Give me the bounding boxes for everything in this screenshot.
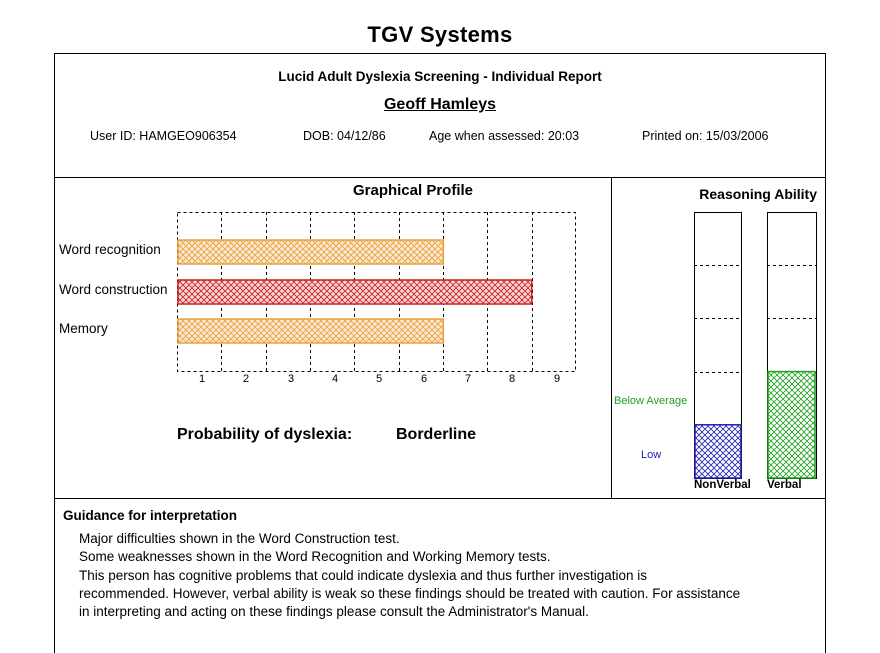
guidance-line-2: Some weaknesses shown in the Word Recognition and Working Memory tests. (79, 549, 551, 564)
row-label-word-construction: Word construction (59, 282, 168, 297)
guidance-line-5: in interpreting and acting on these findings please consult the Administrator's Manual. (79, 604, 589, 619)
guidance-title: Guidance for interpretation (63, 508, 238, 523)
tick-label-7: 7 (464, 373, 472, 385)
reasoning-bar-nonverbal (695, 425, 741, 478)
guidance-line-3: This person has cognitive problems that could indicate dyslexia and thus further investigation is (79, 568, 648, 583)
bar-label-nonverbal: NonVerbal (694, 479, 751, 491)
bar-label-verbal: Verbal (767, 479, 802, 491)
probability-value: Borderline (396, 426, 477, 443)
tick-label-8: 8 (508, 373, 516, 385)
company-title: TGV Systems (367, 22, 513, 47)
reasoning-ability-title-text: Reasoning Ability (699, 186, 817, 202)
tick-label-4: 4 (331, 373, 339, 385)
level-label-below-average: Below Average (614, 395, 688, 407)
tick-label-5: 5 (375, 373, 383, 385)
user-id: User ID: HAMGEO906354 (90, 129, 237, 143)
printed-on: Printed on: 15/03/2006 (642, 129, 769, 143)
tick-label-1: 1 (198, 373, 206, 385)
profile-bars (178, 240, 532, 343)
profile-bar-memory (178, 319, 443, 343)
reasoning-bars (695, 372, 815, 478)
row-label-word-recognition: Word recognition (59, 242, 161, 257)
profile-bar-word-recognition (178, 240, 443, 264)
reasoning-bar-verbal (768, 372, 815, 478)
tick-label-3: 3 (287, 373, 295, 385)
level-label-low: Low (641, 449, 662, 461)
report-title: Lucid Adult Dyslexia Screening - Individual Report (278, 69, 602, 84)
row-label-memory: Memory (59, 321, 108, 336)
probability-label: Probability of dyslexia: (177, 426, 353, 443)
person-name-text: Geoff Hamleys (383, 96, 497, 113)
tick-label-2: 2 (242, 373, 250, 385)
date-of-birth: DOB: 04/12/86 (303, 129, 386, 143)
tick-label-9: 9 (553, 373, 561, 385)
guidance-line-4: recommended. However, verbal ability is weak so these findings should be treated with caution. For assistance (79, 586, 741, 601)
age-when-assessed: Age when assessed: 20:03 (429, 129, 580, 143)
profile-bar-word-construction (178, 280, 532, 304)
graphical-profile-title: Graphical Profile (352, 182, 474, 199)
tick-label-6: 6 (420, 373, 428, 385)
guidance-line-1: Major difficulties shown in the Word Construction test. (79, 531, 400, 546)
